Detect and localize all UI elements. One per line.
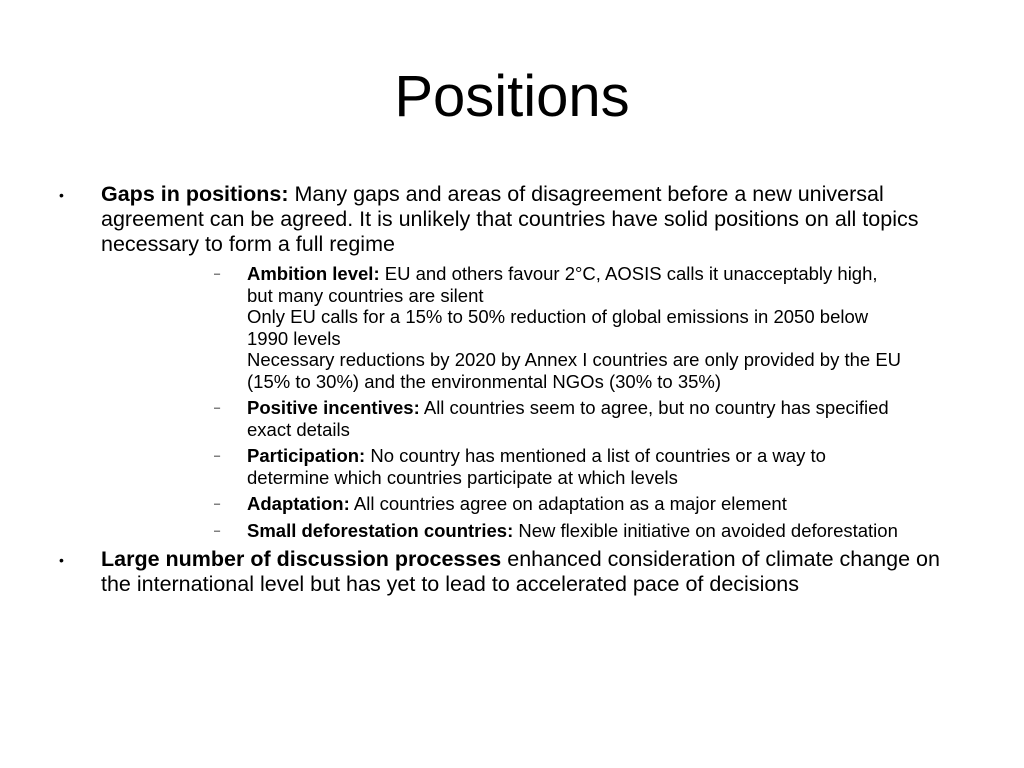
sub-bullet-lead: Ambition level: (247, 263, 380, 284)
sub-bullet-line-1 (247, 263, 904, 306)
sub-bullet-marker: – (214, 402, 221, 414)
sub-bullet-marker: – (214, 268, 221, 280)
bullet-gaps-in-positions (0, 182, 1024, 541)
sub-bullet-lead: Small deforestation countries: (247, 519, 514, 541)
sub-bullet-list (101, 263, 964, 541)
bullet-text: enhanced consideration of climate change on the international level but has yet to lead to accelerated pace of decisions (101, 547, 940, 596)
sub-bullet-lead: Adaptation: (247, 493, 350, 514)
bullet-marker: • (59, 552, 64, 568)
sub-bullet-lead: Participation: (247, 445, 366, 466)
bullet-text: Many gaps and areas of disagreement before a new universal agreement can be agreed. It is unlikely that countries have solid positions on all topics necessary to form a full regime (101, 182, 919, 256)
sub-bullet-text: New flexible initiative on avoided deforestation (513, 519, 898, 541)
sub-bullet-text: EU and others favour 2°C, AOSIS calls it unacceptably high, but many countries are silent (247, 263, 878, 306)
bullet-list (0, 182, 1024, 597)
sub-bullet-marker: – (214, 498, 221, 510)
sub-bullet-ambition-level (101, 263, 964, 392)
bullet-lead: Large number of discussion processes (101, 547, 502, 571)
sub-bullet-marker: – (214, 450, 221, 462)
bullet-discussion-processes (0, 547, 1024, 597)
sub-bullet-small-deforestation-countries (101, 520, 964, 542)
sub-bullet-line-3: Necessary reductions by 2020 by Annex I countries are only provided by the EU (15% to 30%) and the environmental NGOs (30% to 35%) (247, 349, 902, 392)
sub-bullet-lead: Positive incentives: (247, 397, 420, 418)
sub-bullet-adaptation (101, 493, 964, 515)
slide-title: Positions (394, 64, 630, 129)
bullet-lead: Gaps in positions: (101, 182, 289, 206)
sub-bullet-text: No country has mentioned a list of countries or a way to determine which countries participate at which levels (247, 445, 826, 488)
bullet-marker: • (59, 187, 64, 203)
sub-bullet-line-2: Only EU calls for a 15% to 50% reduction of global emissions in 2050 below 1990 levels (247, 306, 869, 349)
sub-bullet-text: All countries seem to agree, but no country has specified exact details (247, 397, 889, 440)
sub-bullet-positive-incentives (101, 397, 964, 440)
sub-bullet-participation (101, 445, 964, 488)
sub-bullet-text: All countries agree on adaptation as a major element (349, 493, 787, 514)
sub-bullet-marker: – (214, 524, 221, 537)
